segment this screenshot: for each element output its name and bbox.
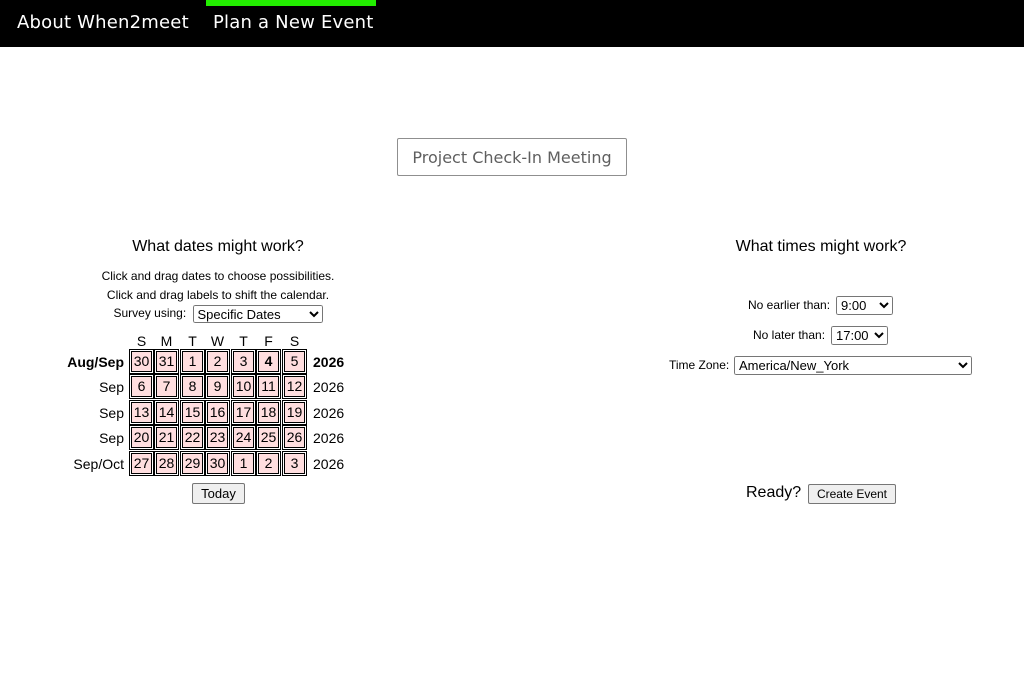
calendar-day[interactable]: 13 xyxy=(131,402,152,423)
calendar-day[interactable]: 6 xyxy=(131,376,152,397)
calendar-day[interactable]: 24 xyxy=(233,427,254,448)
weekday-header: T xyxy=(239,333,248,349)
calendar-day[interactable]: 29 xyxy=(182,453,203,474)
timezone-label: Time Zone: xyxy=(669,358,730,372)
weekday-header: S xyxy=(136,333,147,349)
calendar-day[interactable]: 16 xyxy=(207,402,228,423)
dates-instruction-select: Click and drag dates to choose possibilities. xyxy=(101,269,335,283)
survey-label: Survey using: xyxy=(113,306,187,321)
calendar-day[interactable]: 18 xyxy=(258,402,279,423)
calendar-day[interactable]: 5 xyxy=(284,351,305,372)
latest-time-label: No later than: xyxy=(753,328,826,342)
week-year-label[interactable]: 2026 xyxy=(313,430,345,446)
calendar-day[interactable]: 12 xyxy=(284,376,305,397)
weekday-header: W xyxy=(210,333,225,349)
earliest-time-label: No earlier than: xyxy=(748,298,831,312)
calendar-day[interactable]: 26 xyxy=(284,427,305,448)
event-name-input[interactable] xyxy=(397,138,627,176)
create-event-button[interactable]: Create Event xyxy=(808,484,896,504)
calendar-day[interactable]: 3 xyxy=(284,453,305,474)
week-month-label[interactable]: Aug/Sep xyxy=(67,354,124,370)
calendar-day[interactable]: 17 xyxy=(233,402,254,423)
today-button[interactable]: Today xyxy=(192,483,245,504)
week-month-label[interactable]: Sep/Oct xyxy=(73,456,124,472)
weekday-header: S xyxy=(289,333,300,349)
nav-about-link[interactable]: About When2meet xyxy=(17,12,189,33)
week-month-label[interactable]: Sep xyxy=(99,430,124,446)
calendar-day[interactable]: 14 xyxy=(156,402,177,423)
times-heading: What times might work? xyxy=(735,238,907,255)
weekday-header: M xyxy=(160,333,173,349)
calendar-day[interactable]: 15 xyxy=(182,402,203,423)
calendar-day[interactable]: 3 xyxy=(233,351,254,372)
calendar-day[interactable]: 1 xyxy=(233,453,254,474)
calendar-day[interactable]: 30 xyxy=(207,453,228,474)
calendar-day[interactable]: 25 xyxy=(258,427,279,448)
calendar-day[interactable]: 23 xyxy=(207,427,228,448)
calendar-day[interactable]: 8 xyxy=(182,376,203,397)
calendar-day[interactable]: 2 xyxy=(207,351,228,372)
weekday-header: F xyxy=(264,333,273,349)
calendar-day[interactable]: 1 xyxy=(182,351,203,372)
calendar-day[interactable]: 20 xyxy=(131,427,152,448)
week-year-label[interactable]: 2026 xyxy=(313,379,345,395)
calendar-day[interactable]: 31 xyxy=(156,351,177,372)
calendar-day[interactable]: 2 xyxy=(258,453,279,474)
week-month-label[interactable]: Sep xyxy=(99,379,124,395)
latest-time-select[interactable] xyxy=(831,326,888,345)
ready-label: Ready? xyxy=(746,484,802,501)
dates-instruction-shift: Click and drag labels to shift the calendar. xyxy=(106,288,330,302)
calendar-day[interactable]: 21 xyxy=(156,427,177,448)
week-year-label[interactable]: 2026 xyxy=(313,456,345,472)
timezone-select[interactable] xyxy=(734,356,972,375)
week-year-label[interactable]: 2026 xyxy=(313,354,345,370)
calendar-day[interactable]: 19 xyxy=(284,402,305,423)
week-month-label[interactable]: Sep xyxy=(99,405,124,421)
calendar-day[interactable]: 22 xyxy=(182,427,203,448)
calendar-day[interactable]: 7 xyxy=(156,376,177,397)
weekday-header: T xyxy=(188,333,197,349)
calendar-day[interactable]: 11 xyxy=(258,376,279,397)
dates-heading: What dates might work? xyxy=(132,238,304,255)
top-navigation-bar xyxy=(0,0,1024,47)
survey-row xyxy=(68,305,368,323)
calendar-day[interactable]: 30 xyxy=(131,351,152,372)
nav-plan-new-event-link[interactable]: Plan a New Event xyxy=(213,12,374,33)
week-year-label[interactable]: 2026 xyxy=(313,405,345,421)
calendar-day[interactable]: 9 xyxy=(207,376,228,397)
calendar-day[interactable]: 28 xyxy=(156,453,177,474)
calendar-day[interactable]: 10 xyxy=(233,376,254,397)
survey-type-select[interactable] xyxy=(193,305,323,323)
calendar-day[interactable]: 4 xyxy=(258,351,279,372)
calendar-day[interactable]: 27 xyxy=(131,453,152,474)
earliest-time-select[interactable] xyxy=(836,296,893,315)
